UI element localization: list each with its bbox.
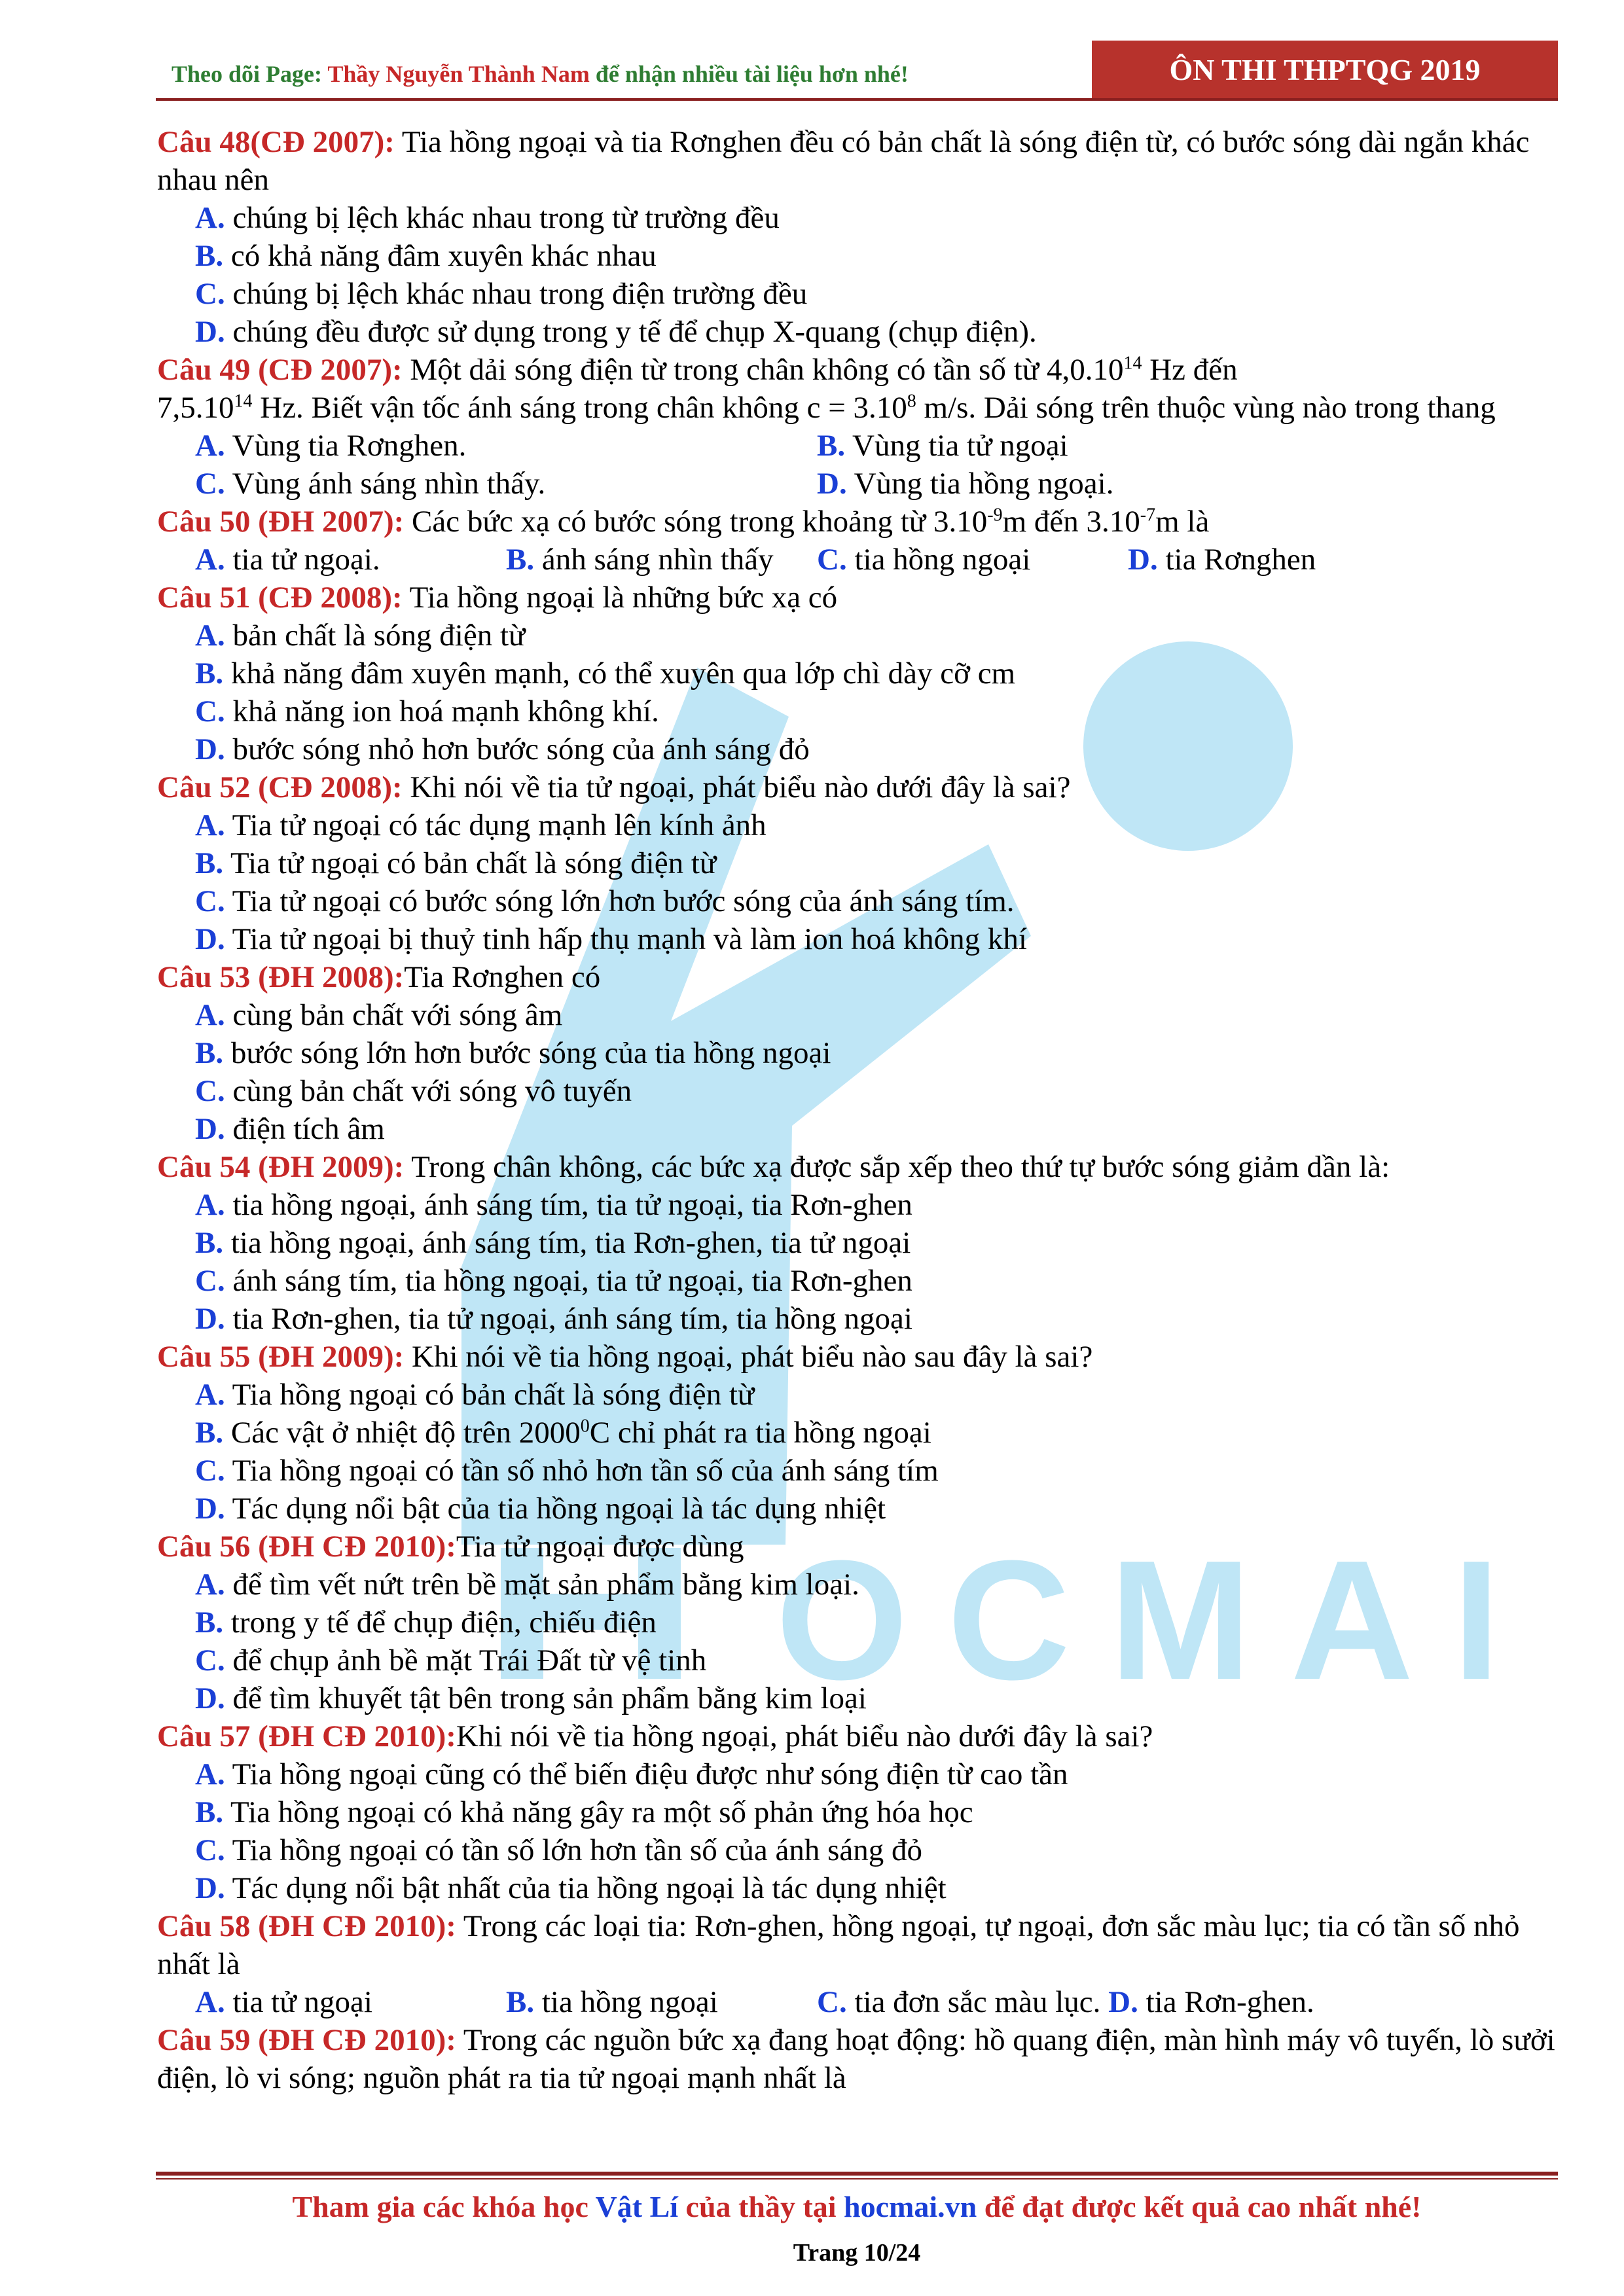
option-48c: C. chúng bị lệch khác nhau trong điện trường đều bbox=[195, 277, 808, 311]
question-51: Câu 51 (CĐ 2008): Tia hồng ngoại là những bức xạ có bbox=[157, 581, 838, 615]
option-52b: B. Tia tử ngoại có bản chất là sóng điện từ bbox=[195, 846, 717, 880]
question-58: Câu 58 (ĐH CĐ 2010): Trong các loại tia: Rơn-ghen, hồng ngoại, tự ngoại, đơn sắc màu lục; tia có tần số nhỏ nhất là bbox=[157, 1909, 1520, 1981]
option-50c: C. tia hồng ngoại bbox=[817, 543, 1031, 577]
footer-divider-thin bbox=[156, 2178, 1558, 2179]
option-53b: B. bước sóng lớn hơn bước sóng của tia hồng ngoại bbox=[195, 1036, 831, 1070]
option-50d: D. tia Rơnghen bbox=[1128, 543, 1316, 577]
option-51a: A. bản chất là sóng điện từ bbox=[195, 619, 526, 653]
options-50 bbox=[157, 541, 1558, 579]
option-49c: C. Vùng ánh sáng nhìn thấy. bbox=[195, 467, 546, 501]
option-54b: B. tia hồng ngoại, ánh sáng tím, tia Rơn-ghen, tia tử ngoại bbox=[195, 1226, 911, 1260]
option-57a: A. Tia hồng ngoại cũng có thể biến điệu được như sóng điện từ cao tần bbox=[195, 1757, 1068, 1791]
option-55c: C. Tia hồng ngoại có tần số nhỏ hơn tần số của ánh sáng tím bbox=[195, 1454, 939, 1488]
site-link[interactable]: hocmai.vn bbox=[844, 2190, 977, 2223]
option-54c: C. ánh sáng tím, tia hồng ngoại, tia tử ngoại, tia Rơn-ghen bbox=[195, 1264, 912, 1298]
options-49-row2 bbox=[157, 465, 1558, 503]
option-48a: A. chúng bị lệch khác nhau trong từ trường đều bbox=[195, 201, 780, 235]
option-53a: A. cùng bản chất với sóng âm bbox=[195, 998, 563, 1032]
teacher-name: Thầy Nguyễn Thành Nam bbox=[327, 61, 590, 87]
option-52c: C. Tia tử ngoại có bước sóng lớn hơn bước sóng của ánh sáng tím. bbox=[195, 884, 1015, 918]
option-52d: D. Tia tử ngoại bị thuỷ tinh hấp thụ mạnh và làm ion hoá không khí bbox=[195, 922, 1027, 956]
question-49: Câu 49 (CĐ 2007): Một dải sóng điện từ trong chân không có tần số từ 4,0.10$^{14}$ Hz đến 7,5.10$^{14}$ Hz. Biết vận tốc ánh sáng trong chân không $c = 3.10^8$ m/s. Dải sóng trên thuộc vùng nào trong thang bbox=[157, 353, 1496, 425]
option-58b: B. tia hồng ngoại bbox=[506, 1985, 718, 2019]
option-51b: B. khả năng đâm xuyên mạnh, có thể xuyên qua lớp chì dày cỡ cm bbox=[195, 656, 1016, 691]
option-51d: D. bước sóng nhỏ hơn bước sóng của ánh sáng đỏ bbox=[195, 732, 810, 766]
option-53c: C. cùng bản chất với sóng vô tuyến bbox=[195, 1074, 632, 1108]
option-52a: A. Tia tử ngoại có tác dụng mạnh lên kính ảnh bbox=[195, 808, 767, 842]
question-53: Câu 53 (ĐH 2008):Tia Rơnghen có bbox=[157, 960, 601, 994]
option-56b: B. trong y tế để chụp điện, chiếu điện bbox=[195, 1605, 657, 1640]
question-55: Câu 55 (ĐH 2009): Khi nói về tia hồng ngoại, phát biểu nào sau đây là sai? bbox=[157, 1340, 1093, 1374]
option-55d: D. Tác dụng nổi bật của tia hồng ngoại là tác dụng nhiệt bbox=[195, 1492, 886, 1526]
option-49b: B. Vùng tia tử ngoại bbox=[817, 429, 1068, 463]
footer-promo: Tham gia các khóa học Vật Lí của thầy tại hocmai.vn để đạt được kết quả cao nhất nhé! bbox=[292, 2190, 1422, 2223]
option-55b: B. Các vật ở nhiệt độ trên 2000$^0$C chỉ phát ra tia hồng ngoại bbox=[195, 1416, 931, 1450]
header-follow-text: Theo dõi Page: Thầy Nguyễn Thành Nam để nhận nhiều tài liệu hơn nhé! bbox=[171, 61, 909, 87]
option-53d: D. điện tích âm bbox=[195, 1112, 385, 1146]
option-56c: C. để chụp ảnh bề mặt Trái Đất từ vệ tinh bbox=[195, 1643, 707, 1677]
option-49d: D. Vùng tia hồng ngoại. bbox=[817, 467, 1114, 501]
question-48: Câu 48(CĐ 2007): Tia hồng ngoại và tia Rơnghen đều có bản chất là sóng điện từ, có bước sóng dài ngắn khác nhau nên bbox=[157, 125, 1530, 197]
watermark-text: OCMAI bbox=[776, 1526, 1540, 1715]
options-58 bbox=[157, 1983, 1558, 2021]
question-59: Câu 59 (ĐH CĐ 2010): Trong các nguồn bức xạ đang hoạt động: hồ quang điện, màn hình máy vô tuyến, lò sưởi điện, lò vi sóng; nguồn phát ra tia tử ngoại mạnh nhất là bbox=[157, 2023, 1555, 2095]
option-57d: D. Tác dụng nổi bật nhất của tia hồng ngoại là tác dụng nhiệt bbox=[195, 1871, 947, 1905]
option-57b: B. Tia hồng ngoại có khả năng gây ra một số phản ứng hóa học bbox=[195, 1795, 973, 1829]
option-48b: B. có khả năng đâm xuyên khác nhau bbox=[195, 239, 657, 273]
options-49-row1 bbox=[157, 427, 1558, 465]
option-50b: B. ánh sáng nhìn thấy bbox=[506, 543, 774, 577]
option-58a: A. tia tử ngoại bbox=[195, 1985, 372, 2019]
option-49a: A. Vùng tia Rơnghen. bbox=[195, 429, 467, 463]
option-55a: A. Tia hồng ngoại có bản chất là sóng điện từ bbox=[195, 1378, 755, 1412]
option-51c: C. khả năng ion hoá mạnh không khí. bbox=[195, 694, 659, 728]
option-58c-d: C. tia đơn sắc màu lục. D. tia Rơn-ghen. bbox=[817, 1985, 1314, 2019]
question-50: Câu 50 (ĐH 2007): Các bức xạ có bước sóng trong khoảng từ $3.10^{-9}m$ đến $3.10^{-7}m$ là bbox=[157, 505, 1210, 539]
option-56d: D. để tìm khuyết tật bên trong sản phẩm bằng kim loại bbox=[195, 1681, 867, 1715]
option-56a: A. để tìm vết nứt trên bề mặt sản phẩm bằng kim loại. bbox=[195, 1568, 859, 1602]
question-54: Câu 54 (ĐH 2009): Trong chân không, các bức xạ được sắp xếp theo thứ tự bước sóng giảm dần là: bbox=[157, 1150, 1390, 1184]
footer-divider-thick bbox=[156, 2172, 1558, 2176]
question-57: Câu 57 (ĐH CĐ 2010):Khi nói về tia hồng ngoại, phát biểu nào dưới đây là sai? bbox=[157, 1719, 1153, 1753]
option-54d: D. tia Rơn-ghen, tia tử ngoại, ánh sáng tím, tia hồng ngoại bbox=[195, 1302, 912, 1336]
option-50a: A. tia tử ngoại. bbox=[195, 543, 380, 577]
header-divider bbox=[156, 98, 1558, 101]
question-52: Câu 52 (CĐ 2008): Khi nói về tia tử ngoại, phát biểu nào dưới đây là sai? bbox=[157, 770, 1071, 804]
subject-name: Vật Lí bbox=[595, 2190, 679, 2223]
option-57c: C. Tia hồng ngoại có tần số lớn hơn tần số của ánh sáng đỏ bbox=[195, 1833, 923, 1867]
question-56: Câu 56 (ĐH CĐ 2010):Tia tử ngoại được dùng bbox=[157, 1530, 744, 1564]
page-number: Trang 10/24 bbox=[793, 2239, 921, 2267]
exam-badge: ÔN THI THPTQG 2019 bbox=[1092, 41, 1558, 98]
option-54a: A. tia hồng ngoại, ánh sáng tím, tia tử ngoại, tia Rơn-ghen bbox=[195, 1188, 912, 1222]
question-list bbox=[157, 123, 1558, 2097]
option-48d: D. chúng đều được sử dụng trong y tế để chụp X-quang (chụp điện). bbox=[195, 315, 1037, 349]
